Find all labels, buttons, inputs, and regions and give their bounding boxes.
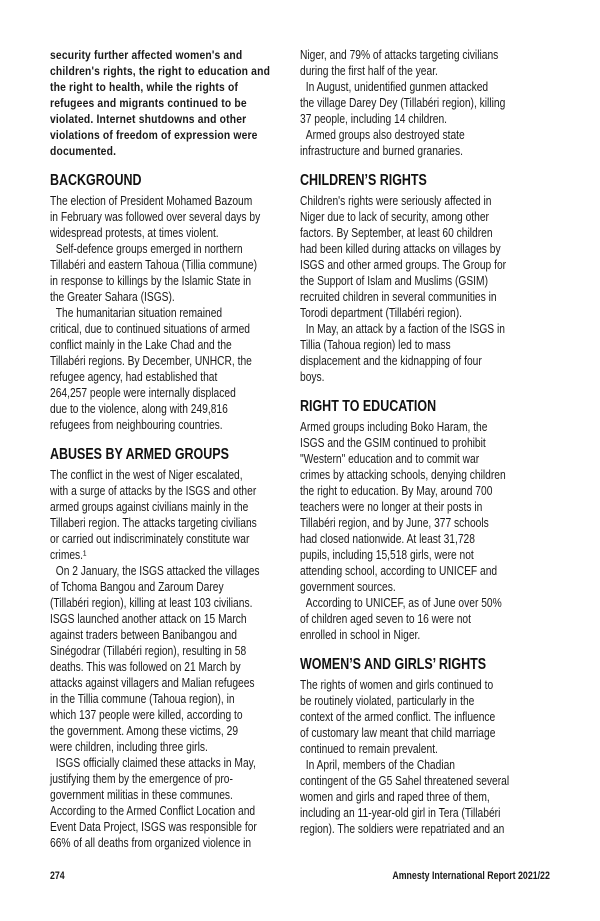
text-line: factors. By September, at least 60 children xyxy=(300,226,493,240)
text-line: crimes by attacking schools, denying children xyxy=(300,468,506,482)
text-line: had closed nationwide. At least 31,728 xyxy=(300,532,475,546)
text-line: the Greater Sahara (ISGS). xyxy=(50,290,175,304)
text-line: According to UNICEF, as of June over 50% xyxy=(305,596,502,610)
text-line: Tillabéri and eastern Tahoua (Tillia commune) xyxy=(50,258,257,272)
text-line: infrastructure and burned granaries. xyxy=(300,144,463,158)
text-line: widespread protests, at times violent. xyxy=(50,226,219,240)
section-heading: WOMEN’S AND GIRLS’ RIGHTS xyxy=(300,656,487,673)
page-number: 274 xyxy=(50,870,65,882)
text-line: ISGS launched another attack on 15 March xyxy=(50,612,247,626)
report-title: Amnesty International Report 2021/22 xyxy=(392,870,550,882)
paragraph xyxy=(300,79,540,127)
text-line: of Tchoma Bangou and Zaroum Darey xyxy=(50,580,224,594)
paragraph xyxy=(50,755,290,851)
section-heading: RIGHT TO EDUCATION xyxy=(300,398,437,415)
text-line: According to the Armed Conflict Location and xyxy=(50,804,256,818)
text-line: deaths. This was followed on 21 March by xyxy=(50,660,241,674)
text-line: The humanitarian situation remained xyxy=(55,306,223,320)
text-line: ISGS and the GSIM continued to prohibit xyxy=(300,436,486,450)
text-line: contingent of the G5 Sahel threatened several xyxy=(300,774,510,788)
paragraph xyxy=(300,595,540,643)
text-line: Sinégodrar (Tillabéri region), resulting in 58 xyxy=(50,644,247,658)
text-line: the Support of Islam and Muslims (GSIM) xyxy=(300,274,488,288)
text-line: due to the violence, along with 249,816 xyxy=(50,402,228,416)
intro-paragraph xyxy=(50,47,290,159)
text-line: against traders between Banibangou and xyxy=(50,628,237,642)
text-line: teachers were no longer at their posts in xyxy=(300,500,483,514)
text-line: attacks against villagers and Malian refugees xyxy=(50,676,255,690)
text-line: critical, due to continued situations of armed xyxy=(50,322,250,336)
text-line: In August, unidentified gunmen attacked xyxy=(305,80,489,94)
text-line: violations of freedom of expression were xyxy=(50,128,258,142)
text-line: Niger, and 79% of attacks targeting civilians xyxy=(300,48,499,62)
paragraph xyxy=(50,467,290,563)
text-line: "Western" education and to commit war xyxy=(300,452,480,466)
section-heading: BACKGROUND xyxy=(50,172,142,189)
paragraph xyxy=(300,193,540,321)
text-line: In April, members of the Chadian xyxy=(305,758,456,772)
paragraph xyxy=(300,321,540,385)
text-line: 66% of all deaths from organized violence in xyxy=(50,836,252,850)
text-line: Children's rights were seriously affected in xyxy=(300,194,492,208)
paragraph xyxy=(50,193,290,241)
text-line: ISGS and other armed groups. The Group for xyxy=(300,258,507,272)
text-line: refugees from neighbouring countries. xyxy=(50,418,223,432)
text-line: were children, including three girls. xyxy=(50,740,208,754)
text-line: armed groups against civilians mainly in the xyxy=(50,500,249,514)
text-line: Niger due to lack of security, among other xyxy=(300,210,489,224)
text-line: during the first half of the year. xyxy=(300,64,438,78)
paragraph xyxy=(300,47,540,79)
text-line: which 137 people were killed, according to xyxy=(50,708,243,722)
text-line: region). The soldiers were repatriated and an xyxy=(300,822,505,836)
text-line: 264,257 people were internally displaced xyxy=(50,386,236,400)
text-line: displacement and the kidnapping of four xyxy=(300,354,482,368)
text-line: attending school, according to UNICEF and xyxy=(300,564,498,578)
text-line: recruited children in several communities in xyxy=(300,290,497,304)
section-heading: CHILDREN’S RIGHTS xyxy=(300,172,427,189)
text-line: in February was followed over several days by xyxy=(50,210,261,224)
text-line: The election of President Mohamed Bazoum xyxy=(50,194,253,208)
text-line: enrolled in school in Niger. xyxy=(300,628,421,642)
text-line: in response to killings by the Islamic State in xyxy=(50,274,252,288)
text-line: Tillabéri region, and by June, 377 schools xyxy=(300,516,489,530)
section-heading: ABUSES BY ARMED GROUPS xyxy=(50,446,229,463)
text-line: security further affected women's and xyxy=(50,48,243,62)
text-line: On 2 January, the ISGS attacked the villages xyxy=(55,564,260,578)
paragraph xyxy=(50,563,290,755)
text-line: The conflict in the west of Niger escalated, xyxy=(50,468,243,482)
text-line: refugees and migrants continued to be xyxy=(50,96,247,110)
text-line: justifying them by the emergence of pro- xyxy=(50,772,233,786)
paragraph xyxy=(300,757,540,837)
paragraph xyxy=(300,127,540,159)
paragraph xyxy=(300,419,540,595)
text-line: documented. xyxy=(50,144,117,158)
text-line: of customary law meant that child marriage xyxy=(300,726,496,740)
text-line: continued to remain prevalent. xyxy=(300,742,438,756)
paragraph xyxy=(50,305,290,433)
text-line: 37 people, including 14 children. xyxy=(300,112,448,126)
text-line: women and girls and raped three of them, xyxy=(300,790,490,804)
text-line: with a surge of attacks by the ISGS and other xyxy=(50,484,257,498)
text-line: Armed groups also destroyed state xyxy=(305,128,465,142)
text-line: context of the armed conflict. The influence xyxy=(300,710,496,724)
left-column xyxy=(50,47,290,851)
text-line: government militias in these communes. xyxy=(50,788,233,802)
right-column xyxy=(300,47,540,837)
text-line: violated. Internet shutdowns and other xyxy=(50,112,247,126)
text-line: boys. xyxy=(300,370,325,384)
text-line: the government. Among these victims, 29 xyxy=(50,724,239,738)
text-line: refugee agency, had established that xyxy=(50,370,218,384)
text-line: Self-defence groups emerged in northern xyxy=(55,242,243,256)
text-line: the right to health, while the rights of xyxy=(50,80,239,94)
paragraph xyxy=(300,677,540,757)
text-line: the right to education. By May, around 700 xyxy=(300,484,493,498)
text-line: Tillabéri regions. By December, UNHCR, the xyxy=(50,354,252,368)
text-line: In May, an attack by a faction of the ISGS in xyxy=(305,322,505,336)
text-line: or carried out indiscriminately constitute war xyxy=(50,532,250,546)
text-line: Tillaberi region. The attacks targeting civilians xyxy=(50,516,257,530)
text-line: the village Darey Dey (Tillabéri region), killing xyxy=(300,96,506,110)
text-line: including an 11-year-old girl in Tera (Tillabéri xyxy=(300,806,501,820)
text-line: Torodi department (Tillabéri region). xyxy=(300,306,462,320)
text-line: in the Tillia commune (Tahoua region), in xyxy=(50,692,235,706)
text-line: of children aged seven to 16 were not xyxy=(300,612,471,626)
text-line: Tillia (Tahoua region) led to mass xyxy=(300,338,451,352)
paragraph xyxy=(50,241,290,305)
text-line: had been killed during attacks on villages by xyxy=(300,242,501,256)
text-line: The rights of women and girls continued to xyxy=(300,678,494,692)
text-line: pupils, including 15,518 girls, were not xyxy=(300,548,474,562)
text-line: (Tillabéri region), killing at least 103 civilians. xyxy=(50,596,253,610)
text-line: Armed groups including Boko Haram, the xyxy=(300,420,488,434)
text-line: children's rights, the right to education and xyxy=(50,64,271,78)
text-line: Event Data Project, ISGS was responsible for xyxy=(50,820,257,834)
text-line: be routinely violated, particularly in the xyxy=(300,694,475,708)
text-line: conflict mainly in the Lake Chad and the xyxy=(50,338,232,352)
text-line: ISGS officially claimed these attacks in May, xyxy=(55,756,256,770)
text-line: crimes.¹ xyxy=(50,548,87,562)
text-line: government sources. xyxy=(300,580,396,594)
